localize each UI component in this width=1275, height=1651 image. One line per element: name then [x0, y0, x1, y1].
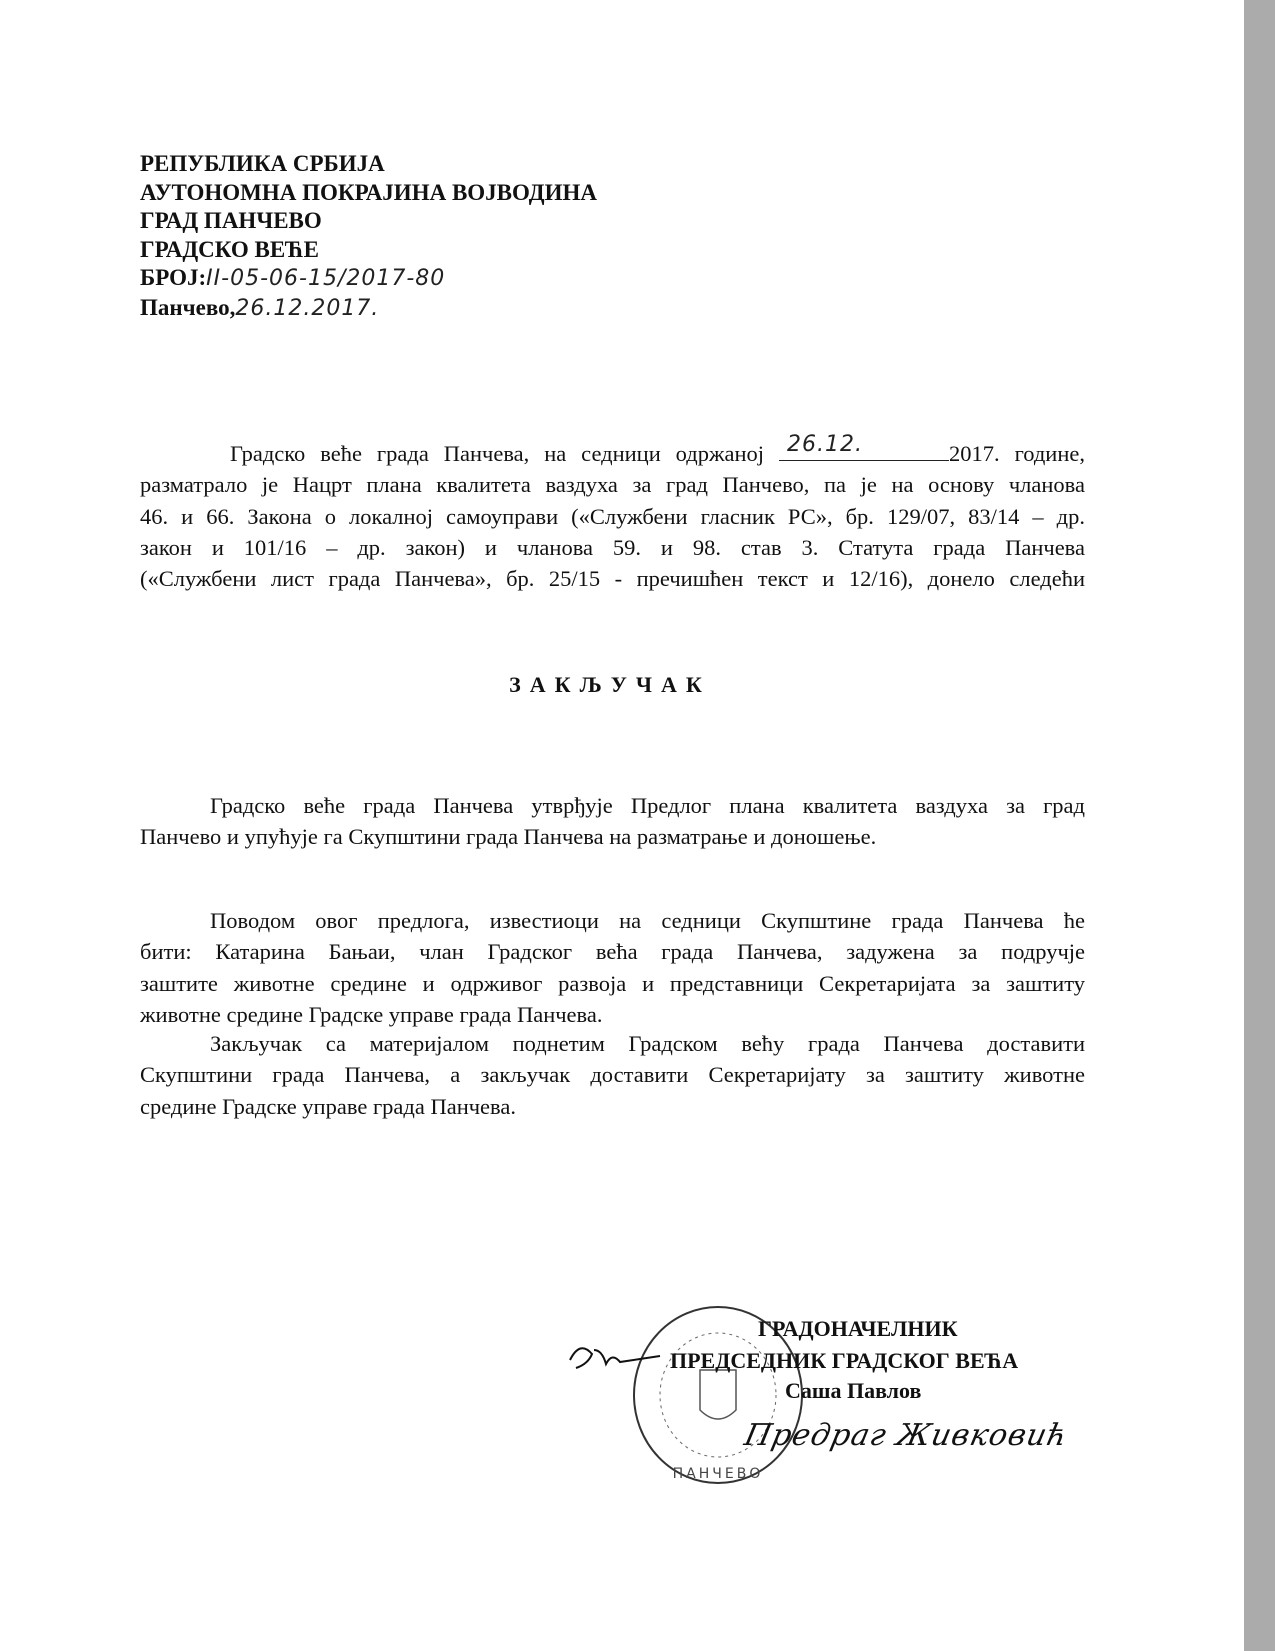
paragraph-line: животне средине Градске управе града Панчева. — [140, 1001, 603, 1027]
intro-line: закон и 101/16 – др. закон) и чланова 59. и 98. став 3. Статута града Панчева — [140, 534, 1085, 560]
document-header — [140, 150, 597, 323]
signatory-name: Саша Павлов — [785, 1378, 922, 1403]
document-place-date — [140, 294, 597, 324]
paragraph-line: Панчево и упућује га Скупштини града Панчева на разматрање и доношење. — [140, 824, 877, 850]
intro-line — [140, 431, 1085, 469]
paragraph-line: Закључак са материјалом поднетим Градском већу града Панчева доставити — [210, 1031, 1085, 1056]
intro-line: («Службени лист града Панчева», бр. 25/15 - пречишћен текст и 12/16), донело следећи — [140, 566, 1085, 592]
paragraph-line: Градско веће града Панчева утврђује Предлог плана квалитета ваздуха за град — [210, 793, 1085, 818]
scan-edge — [1244, 0, 1275, 1651]
intro-line: 46. и 66. Закона о локалној самоуправи («Службени гласник РС», бр. 129/07, 83/14 – др. — [140, 503, 1085, 529]
session-date: 26.12. — [787, 431, 863, 457]
number-value: II-05-06-15/2017-80 — [206, 266, 446, 291]
header-line: РЕПУБЛИКА СРБИЈА — [140, 151, 385, 176]
paragraph-1 — [140, 790, 1085, 853]
intro-line: разматрало је Нацрт плана квалитета ваздуха за град Панчево, па је на основу чланова — [140, 472, 1085, 498]
header-line: ГРАДСКО ВЕЋЕ — [140, 236, 319, 262]
document-title: ЗАКЉУЧАК — [509, 672, 711, 697]
header-line: ГРАД ПАНЧЕВО — [140, 208, 322, 233]
svg-text:ПАНЧЕВО: ПАНЧЕВО — [672, 1466, 764, 1482]
signature-title-mayor: ГРАДОНАЧЕЛНИК — [758, 1316, 958, 1341]
paragraph-2 — [140, 905, 1085, 1030]
signature-initial-stroke — [560, 1330, 690, 1390]
header-line: АУТОНОМНА ПОКРАЈИНА ВОЈВОДИНА — [140, 179, 597, 205]
signature-title-president: ПРЕДСЕДНИК ГРАДСКОГ ВЕЋА — [670, 1348, 1019, 1373]
intro-text: 2017. године, — [949, 441, 1085, 466]
place-label: Панчево, — [140, 294, 236, 320]
number-label: БРОЈ: — [140, 265, 207, 290]
document-number — [140, 264, 597, 294]
handwritten-signature: Предраг Живковић — [741, 1418, 1072, 1453]
paragraph-3 — [140, 1028, 1085, 1122]
intro-text: Градско веће града Панчева, на седници одржаној — [230, 441, 765, 466]
paragraph-line: бити: Катарина Бањаи, члан Градског већа града Панчева, задужена за подручје — [140, 939, 1085, 965]
paragraph-line: Скупштини града Панчева, а закључак доставити Секретаријату за заштиту животне — [140, 1062, 1085, 1088]
paragraph-line: средине Градске управе града Панчева. — [140, 1093, 516, 1119]
paragraph-line: заштите животне средине и одрживог развоја и представници Секретаријата за заштиту — [140, 970, 1085, 996]
date-value: 26.12.2017. — [235, 295, 380, 321]
intro-paragraph — [140, 431, 1085, 594]
paragraph-line: Поводом овог предлога, известиоци на седници Скупштине града Панчева ће — [210, 908, 1085, 933]
session-date-field — [779, 431, 949, 461]
